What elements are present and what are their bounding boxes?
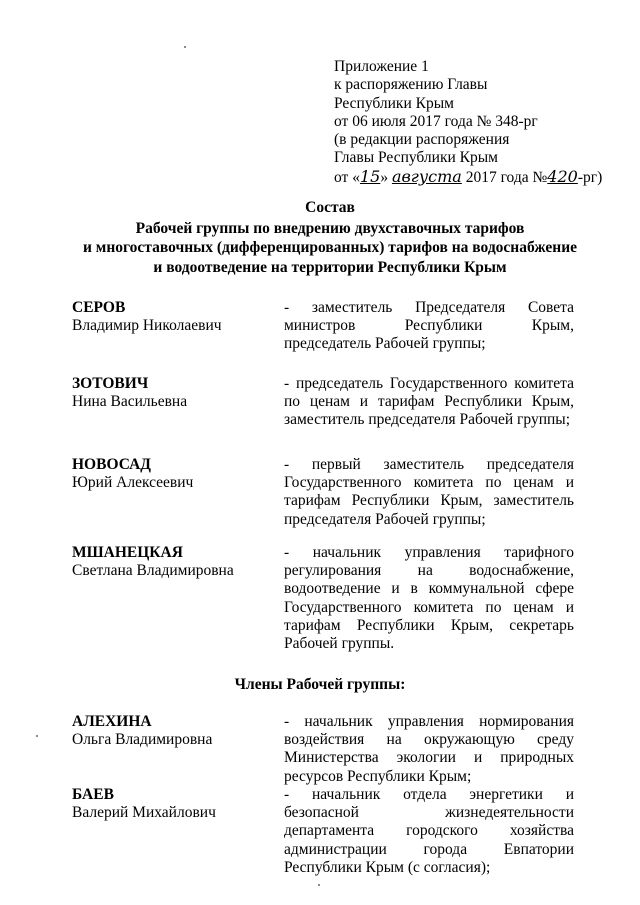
member-name: [72, 456, 272, 492]
appendix-line: к распоряжению Главы: [334, 76, 488, 94]
scan-speck: [36, 735, 38, 737]
member-given-name: Нина Васильевна: [72, 393, 188, 410]
member-given-name: Светлана Владимировна: [72, 562, 234, 579]
date-year: 2017 года №: [461, 168, 548, 186]
date-suffix: -рг): [577, 168, 603, 186]
handwritten-number: 420: [547, 166, 578, 186]
date-mid: »: [380, 168, 392, 186]
member-name: [72, 713, 272, 749]
member-role: - начальник управления нормирования воздействия на окружающую среду Министерства экологии и природных ресурсов Республики Крым;: [284, 713, 574, 785]
title-line: и многоставочных (дифференцированных) тарифов на водоснабжение: [82, 239, 578, 257]
scan-speck: [318, 884, 320, 886]
member-surname: АЛЕХИНА: [72, 713, 152, 730]
handwritten-month: августа: [391, 166, 462, 186]
members-heading: Члены Рабочей группы:: [234, 676, 406, 693]
member-given-name: Валерий Михайлович: [72, 804, 216, 821]
member-surname: МШАНЕЦКАЯ: [72, 544, 183, 561]
date-prefix: от «: [334, 168, 360, 186]
member-name: [72, 786, 272, 822]
appendix-line: Республики Крым: [334, 94, 454, 112]
appendix-line: (в редакции распоряжения: [334, 131, 510, 149]
member-role: - первый заместитель председателя Государственного комитета по ценам и тарифам Республики Крым, заместитель председателя Рабочей группы;: [284, 456, 574, 528]
member-role: - начальник управления тарифного регулирования на водоснабжение, водоотведение и в коммунальной сфере Государственного комитета по ценам и тарифам Республики Крым, секретарь Рабочей группы.: [284, 544, 574, 653]
appendix-line: Приложение 1: [334, 58, 429, 75]
scan-speck: [184, 46, 186, 48]
member-surname: БАЕВ: [72, 786, 114, 803]
member-given-name: Юрий Алексеевич: [72, 474, 194, 491]
appendix-line: Главы Республики Крым: [334, 149, 498, 167]
member-name: [72, 375, 272, 411]
title-line: и водоотведение на территории Республики Крым: [153, 258, 507, 276]
member-given-name: Владимир Николаевич: [72, 317, 222, 334]
member-role: - заместитель Председателя Совета министров Республики Крым, председатель Рабочей группы;: [284, 299, 574, 353]
appendix-date-line: [334, 168, 602, 187]
member-role: - председатель Государственного комитета по ценам и тарифам Республики Крым, заместитель председателя Рабочей группы;: [284, 375, 574, 429]
title-main: Состав: [305, 199, 355, 216]
appendix-line: от 06 июля 2017 года № 348-рг: [334, 112, 538, 130]
member-role: - начальник отдела энергетики и безопасной жизнедеятельности департамента городского хозяйства администрации города Евпатории Республики Крым (с согласия);: [284, 786, 574, 876]
member-surname: СЕРОВ: [72, 299, 126, 316]
member-given-name: Ольга Владимировна: [72, 731, 213, 748]
title-line: Рабочей группы по внедрению двухставочных тарифов: [135, 220, 525, 238]
member-surname: ЗОТОВИЧ: [72, 375, 149, 392]
member-surname: НОВОСАД: [72, 456, 151, 473]
member-name: [72, 544, 272, 580]
handwritten-day: 15: [359, 166, 381, 186]
member-name: [72, 299, 272, 335]
appendix-header: [334, 58, 602, 187]
document-title: [60, 198, 600, 277]
